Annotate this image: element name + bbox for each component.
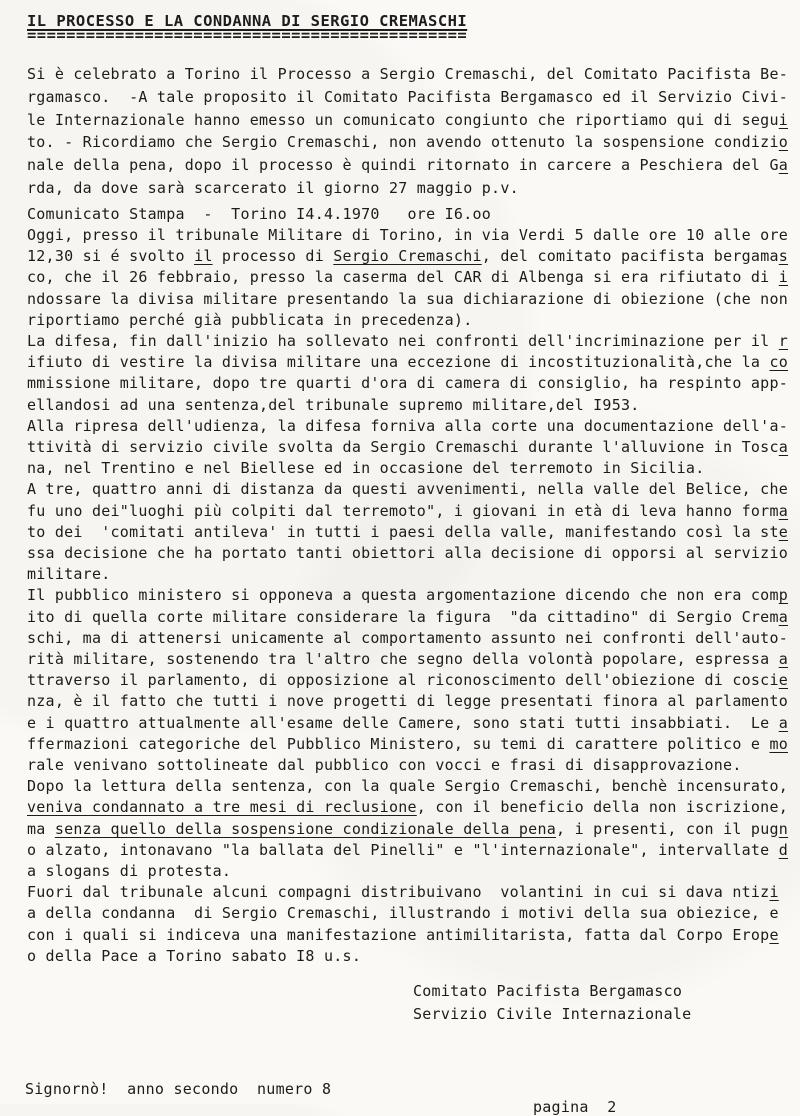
text-line: o della Pace a Torino sabato I8 u.s. <box>27 946 362 965</box>
text-line: a slogans di protesta. <box>27 862 232 881</box>
text-line: a della condanna di Sergio Cremaschi, illustrando i motivi della sua obiezice, e <box>27 904 779 923</box>
signature-block <box>413 980 792 1026</box>
text-line: Il pubblico ministero si opponeva a questa argomentazione dicendo che non era comp <box>27 586 789 605</box>
text-line: rda, da dove sarà scarcerato il giorno 27 maggio p.v. <box>27 178 519 197</box>
text-line: con i quali si indiceva una manifestazione antimilitarista, fatta dal Corpo Erope <box>27 925 779 944</box>
text-line: Fuori dal tribunale alcuni compagni distribuivano volantini in cui si dava ntizi <box>27 883 779 902</box>
text-line: Comunicato Stampa - Torino I4.4.1970 ore I6.oo <box>27 204 492 223</box>
text-line: to dei 'comitati antileva' in tutti i paesi della valle, manifestando così la ste <box>27 522 789 541</box>
text-line: o alzato, intonavano "la ballata del Pinelli" e "l'internazionale", intervallate d <box>27 840 789 859</box>
text-line: nale della pena, dopo il processo è quindi ritornato in carcere a Peschiera del Ga <box>27 156 789 175</box>
text-line: ffermazioni categoriche del Pubblico Ministero, su temi di carattere politico e mo <box>27 734 789 753</box>
text-line: Oggi, presso il tribunale Militare di Torino, in via Verdi 5 dalle ore 10 alle ore <box>27 225 789 244</box>
signature-line: Comitato Pacifista Bergamasco <box>413 982 683 1001</box>
text-line: rale venivano sottolineate dal pubblico con vocci e frasi di disapprovazione. <box>27 756 742 775</box>
paragraph-intro <box>27 63 792 200</box>
text-line: schi, ma di attenersi unicamente al comportamento assunto nei confronti dell'auto- <box>27 628 789 647</box>
text-line: ifiuto di vestire la divisa militare una eccezione di incostituzionalità,che la co <box>27 353 789 372</box>
text-line: nza, è il fatto che tutti i nove progetti di legge presentati finora al parlamento <box>27 692 789 711</box>
document-title: IL PROCESSO E LA CONDANNA DI SERGIO CREMASCHI <box>27 12 468 30</box>
text-line: riportiamo perché già pubblicata in precedenza). <box>27 310 473 329</box>
body-text <box>27 63 792 967</box>
paragraph-comunicato <box>27 204 792 967</box>
text-line: co, che il 26 febbraio, presso la caserma del CAR di Albenga si era rifiutato di i <box>27 268 789 287</box>
text-line: Dopo la lettura della sentenza, con la quale Sergio Cremaschi, benchè incensurato, <box>27 777 789 796</box>
text-line: fu uno dei"luoghi più colpiti dal terremoto", i giovani in età di leva hanno forma <box>27 501 789 520</box>
text-line: to. - Ricordiamo che Sergio Cremaschi, non avendo ottenuto la sospensione condizio <box>27 133 789 152</box>
text-line: ito di quella corte militare considerare la figura "da cittadino" di Sergio Crema <box>27 607 789 626</box>
text-line: La difesa, fin dall'inizio ha sollevato nei confronti dell'incriminazione per il r <box>27 332 789 350</box>
text-line: ndossare la divisa militare presentando la sua dichiarazione di obiezione (che non <box>27 289 789 308</box>
text-line: militare. <box>27 565 111 584</box>
text-line: na, nel Trentino e nel Biellese ed in occasione del terremoto in Sicilia. <box>27 459 705 478</box>
text-line: ttraverso il parlamento, di opposizione al riconoscimento dell'obiezione di coscie <box>27 671 789 690</box>
text-line: le Internazionale hanno emesso un comunicato congiunto che riportiamo qui di segui <box>27 110 789 129</box>
text-line: veniva condannato a tre mesi di reclusione, con il beneficio della non iscrizione, <box>27 798 789 817</box>
title-underline-rule: ============================================= <box>27 26 468 44</box>
signature-line: Servizio Civile Internazionale <box>413 1005 692 1024</box>
issue-info: Signornò! anno secondo numero 8 <box>25 1080 332 1098</box>
text-line: rgamasco. -A tale proposito il Comitato Pacifista Bergamasco ed il Servizio Civi- <box>27 87 789 106</box>
page-number: pagina 2 <box>533 1098 617 1116</box>
text-line: 12,30 si é svolto il processo di Sergio Cremaschi, del comitato pacifista bergamas <box>27 247 789 266</box>
text-line: e i quattro attualmente all'esame delle Camere, sono stati tutti insabbiati. Le a <box>27 713 789 732</box>
text-line: A tre, quattro anni di distanza da questi avvenimenti, nella valle del Belice, che <box>27 480 789 499</box>
text-line: mmissione militare, dopo tre quarti d'ora di camera di consiglio, ha respinto app- <box>27 374 789 393</box>
text-line: Alla ripresa dell'udienza, la difesa forniva alla corte una documentazione dell'a- <box>27 416 789 435</box>
text-line: Si è celebrato a Torino il Processo a Sergio Cremaschi, del Comitato Pacifista Be- <box>27 65 789 83</box>
text-line: ma senza quello della sospensione condizionale della pena, i presenti, con il pugn <box>27 819 789 838</box>
text-line: ttività di servizio civile svolta da Sergio Cremaschi durante l'alluvione in Tosca <box>27 438 789 457</box>
text-line: rità militare, sostenendo tra l'altro che segno della volontà popolare, espressa a <box>27 650 789 669</box>
text-line: ssa decisione che ha portato tanti obiettori alla decisione di opporsi al servizio <box>27 544 789 563</box>
page-footer <box>0 1062 800 1116</box>
text-line: ellandosi ad una sentenza,del tribunale supremo militare,del I953. <box>27 395 640 414</box>
